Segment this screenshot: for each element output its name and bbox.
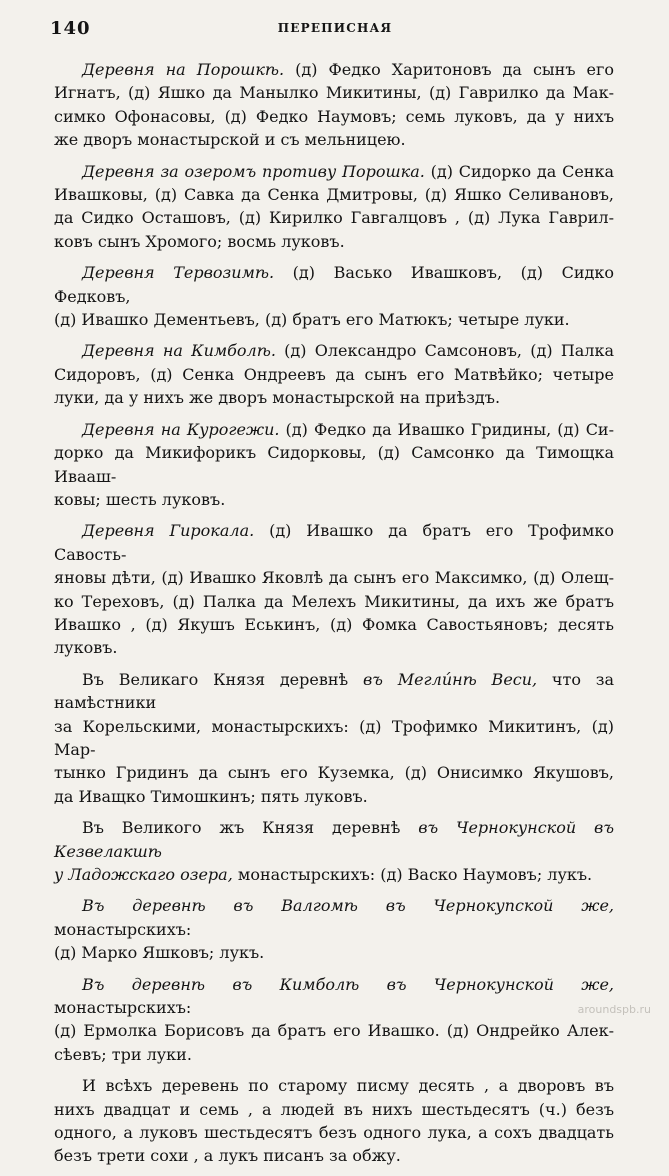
text-segment: нихъ двадцат и семь , а людей въ нихъ шестьдесятъ (ч.) безъ: [54, 1099, 614, 1119]
text-line: [54, 1144, 614, 1167]
text-segment: что за намѣстники: [54, 669, 615, 713]
text-segment: (д) Ивашко Дементьевъ, (д) братъ его Матюкъ; четыре луки.: [54, 310, 570, 330]
italic-text: Деревня на Кимболѣ.: [82, 341, 276, 361]
text-line: [54, 1043, 614, 1066]
paragraph: [54, 668, 614, 808]
text-segment: И всѣхъ деревень по старому писму десять , а дворовъ въ: [82, 1076, 614, 1096]
text-segment: да Иващко Тимошкинъ; пять луковъ.: [54, 786, 368, 806]
text-segment: Сидоровъ, (д) Сенка Ондреевъ да сынъ его Матвѣйко; четыре: [54, 364, 614, 384]
text-line: [54, 183, 614, 206]
text-segment: за Корельскими, монастырскихъ: (д) Трофимко Микитинъ, (д) Мар-: [54, 716, 614, 759]
text-line: [54, 816, 614, 863]
text-line: [54, 261, 614, 308]
paragraph: [54, 261, 614, 331]
italic-text: Деревня на Курогежи.: [82, 419, 280, 439]
text-segment: Въ Великаго Князя деревнѣ: [82, 669, 363, 689]
text-line: [54, 105, 614, 128]
text-segment: ко Тереховъ, (д) Палка да Мелехъ Микитины, да ихъ же братъ: [54, 591, 614, 611]
text-line: [54, 206, 614, 229]
text-line: [54, 418, 614, 441]
text-segment: Ивашко , (д) Якушъ Еськинъ, (д) Фомка Савостьяновъ; десять: [54, 614, 614, 634]
running-title: ПЕРЕПИСНАЯ: [277, 21, 393, 35]
text-line: [54, 761, 614, 784]
paragraph: [54, 418, 614, 512]
text-segment: (д) Олександро Самсоновъ, (д) Палка: [275, 341, 615, 361]
italic-text: Деревня Гирокала.: [82, 521, 255, 541]
text-line: [54, 81, 614, 104]
italic-text: въ Мегли́нѣ Веси,: [362, 669, 538, 689]
text-segment: луки, да у нихъ же дворъ монастырской на приѣздъ.: [54, 388, 501, 408]
text-line: [54, 566, 614, 589]
text-segment: (д) Васько Ивашковъ, (д) Сидко Федковъ,: [54, 263, 615, 306]
italic-text: Деревня за озеромъ противу Порошка.: [82, 161, 425, 181]
paragraph: [54, 160, 614, 254]
text-segment: Въ Великого жъ Князя деревнѣ: [82, 818, 419, 838]
text-segment: яновы дѣти, (д) Ивашко Яковлѣ да сынъ его Максимко, (д) Олещ-: [54, 568, 614, 588]
text-line: [54, 715, 614, 762]
paragraph: [54, 339, 614, 409]
text-line: [54, 590, 614, 613]
text-line: [54, 668, 614, 715]
text-line: [54, 941, 614, 964]
text-line: [54, 160, 614, 183]
paragraph: [54, 1074, 614, 1168]
text-line: [54, 519, 614, 566]
text-segment: Ивашковы, (д) Савка да Сенка Дмитровы, (д) Яшко Селивановъ,: [54, 185, 614, 205]
text-line: [54, 973, 614, 1020]
text-line: [54, 441, 614, 488]
italic-text: Въ деревнѣ въ Валгомѣ въ Чернокупской же,: [82, 896, 614, 916]
text-line: [54, 128, 614, 151]
text-segment: (д) Ивашко да братъ его Трофимко Савость-: [54, 521, 614, 564]
text-line: [54, 488, 614, 511]
text-segment: монастырскихъ:: [54, 998, 192, 1018]
text-segment: безъ трети сохи , а лукъ писанъ за обжу.: [54, 1146, 401, 1166]
italic-text: Въ деревнѣ въ Кимболѣ въ Чернокунской же,: [82, 974, 614, 994]
text-segment: (д) Сидорко да Сенка: [424, 161, 615, 181]
text-segment: ковы; шесть луковъ.: [54, 489, 226, 509]
text-line: [54, 308, 614, 331]
text-line: [54, 1019, 614, 1042]
italic-text: у Ладожскаго озера,: [54, 865, 233, 884]
text-line: [54, 894, 614, 941]
text-segment: сѣевъ; три луки.: [54, 1044, 192, 1064]
text-segment: монастырскихъ:: [54, 919, 192, 939]
text-line: [54, 339, 614, 362]
watermark: aroundspb.ru: [577, 1003, 651, 1016]
text-line: [54, 636, 614, 659]
paragraph: [54, 973, 614, 1067]
text-segment: (д) Ермолка Борисовъ да братъ его Ивашко. (д) Ондрейко Алек-: [54, 1021, 614, 1041]
text-line: [54, 1074, 614, 1097]
paragraph: [54, 58, 614, 152]
text-line: [54, 1098, 614, 1121]
page-number: 140: [50, 18, 91, 39]
text-line: [54, 230, 614, 253]
paragraph: [54, 894, 614, 964]
text-segment: Игнатъ, (д) Яшко да Манылко Микитины, (д) Гаврилко да Мак-: [54, 83, 614, 103]
text-line: [54, 1121, 614, 1144]
body-text: [54, 58, 614, 1176]
text-segment: (д) Федко да Ивашко Гридины, (д) Си-: [279, 419, 614, 439]
text-segment: ковъ сынъ Хромого; восмь луковъ.: [54, 231, 345, 251]
text-line: [54, 386, 614, 409]
text-segment: тынко Гридинъ да сынъ его Куземка, (д) Онисимко Якушовъ,: [54, 763, 614, 783]
text-line: [54, 58, 614, 81]
text-segment: симко Офонасовы, (д) Федко Наумовъ; семь луковъ, да у нихъ: [54, 106, 614, 126]
text-segment: (д) Федко Харитоновъ да сынъ его: [284, 60, 614, 79]
paragraph: [54, 816, 614, 886]
text-segment: да Сидко Осташовъ, (д) Кирилко Гавгалцовъ , (д) Лука Гаврил-: [54, 208, 614, 228]
text-line: [54, 613, 614, 636]
text-segment: луковъ.: [54, 638, 118, 658]
text-line: [54, 363, 614, 386]
text-segment: (д) Марко Яшковъ; лукъ.: [54, 943, 265, 963]
text-segment: дорко да Микифорикъ Сидорковы, (д) Самсонко да Тимощка Ивааш-: [54, 443, 614, 486]
text-line: [54, 785, 614, 808]
italic-text: Деревня на Порошкѣ.: [82, 60, 285, 79]
page-header: [50, 18, 620, 42]
italic-text: въ Чернокунской въ Кезвелакшѣ: [54, 818, 615, 861]
italic-text: Деревня Тервозимѣ.: [82, 263, 275, 283]
text-line: [54, 863, 614, 886]
text-segment: же дворъ монастырской и съ мельницею.: [54, 130, 406, 150]
text-segment: монастырскихъ: (д) Васко Наумовъ; лукъ.: [232, 865, 593, 884]
text-segment: одного, а луковъ шестьдесятъ безъ одного лука, а сохъ двадцать: [54, 1123, 614, 1143]
paragraph: [54, 519, 614, 659]
